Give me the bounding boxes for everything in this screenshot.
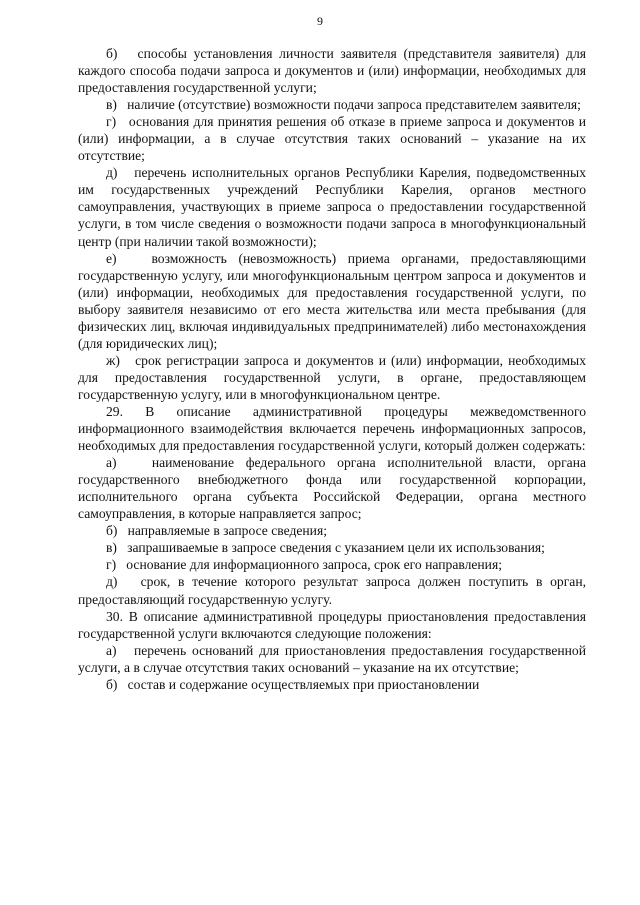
paragraph-item-zh-registration-term: ж) срок регистрации запроса и документов и (или) информации, необходимых для предоставления государственной услуги, в органе, предоставляющем государственную услугу, или в многофункциональном центре.	[78, 352, 586, 402]
paragraph-item-e-extraterritorial: е) возможность (невозможность) приема органами, предоставляющими государственную услугу, или многофункциональным центром запроса и документов и (или) информации, необходимых для предоставления государственной услуги, по выбору заявителя независимо от его места жительства или места пребывания (для физических лиц, включая индивидуальных предпринимателей) либо местонахождения (для юридических лиц);	[78, 250, 586, 351]
paragraph-item-b-identification: б) способы установления личности заявителя (представителя заявителя) для каждого способа подачи запроса и документов и (или) информации, необходимых для предоставления государственной услуги;	[78, 46, 586, 96]
paragraph-item-g-request-basis: г) основание для информационного запроса, срок его направления;	[106, 557, 502, 573]
paragraph-item-b-sent-data: б) направляемые в запросе сведения;	[106, 523, 327, 539]
page-number: 9	[317, 14, 323, 28]
paragraph-item-d-organs-list: д) перечень исполнительных органов Республики Карелия, подведомственных им государственных учреждений Республики Карелия, органов местного самоуправления, участвующих в приеме запроса о предоставлении государственной услуги, в том числе сведения о возможности подачи запроса в многофункциональный центр (при наличии такой возможности);	[78, 165, 586, 249]
paragraph-item-b-suspension-actions: б) состав и содержание осуществляемых при приостановлении	[106, 676, 480, 692]
paragraph-item-a-organ-name: а) наименование федерального органа исполнительной власти, органа государственного внебюджетного фонда или государственной корпорации, исполнительного органа субъекта Российской Федерации, органа местного самоуправления, в которые направляется запрос;	[78, 455, 586, 522]
paragraph-29-interagency: 29. В описание административной процедуры межведомственного информационного взаимодействия включается перечень информационных запросов, необходимых для предоставления государственной услуги, который должен содержать:	[78, 403, 586, 454]
paragraph-item-a-suspension-grounds: а) перечень оснований для приостановления предоставления государственной услуги, а в случае отсутствия таких оснований – указание на их отсутствие;	[78, 642, 586, 675]
paragraph-item-v-requested-data: в) запрашиваемые в запросе сведения с указанием цели их использования;	[106, 540, 545, 556]
paragraph-item-d-response-term: д) срок, в течение которого результат запроса должен поступить в орган, предоставляющий государственную услугу.	[78, 574, 586, 607]
document-body	[78, 45, 586, 693]
paragraph-item-g-refusal-grounds: г) основания для принятия решения об отказе в приеме запроса и документов и (или) информации, а в случае отсутствия таких оснований – указание на их отсутствие;	[78, 114, 586, 164]
paragraph-30-suspension: 30. В описание административной процедуры приостановления предоставления государственной услуги включаются следующие положения:	[78, 608, 586, 641]
paragraph-item-v-representative: в) наличие (отсутствие) возможности подачи запроса представителем заявителя;	[106, 97, 581, 113]
